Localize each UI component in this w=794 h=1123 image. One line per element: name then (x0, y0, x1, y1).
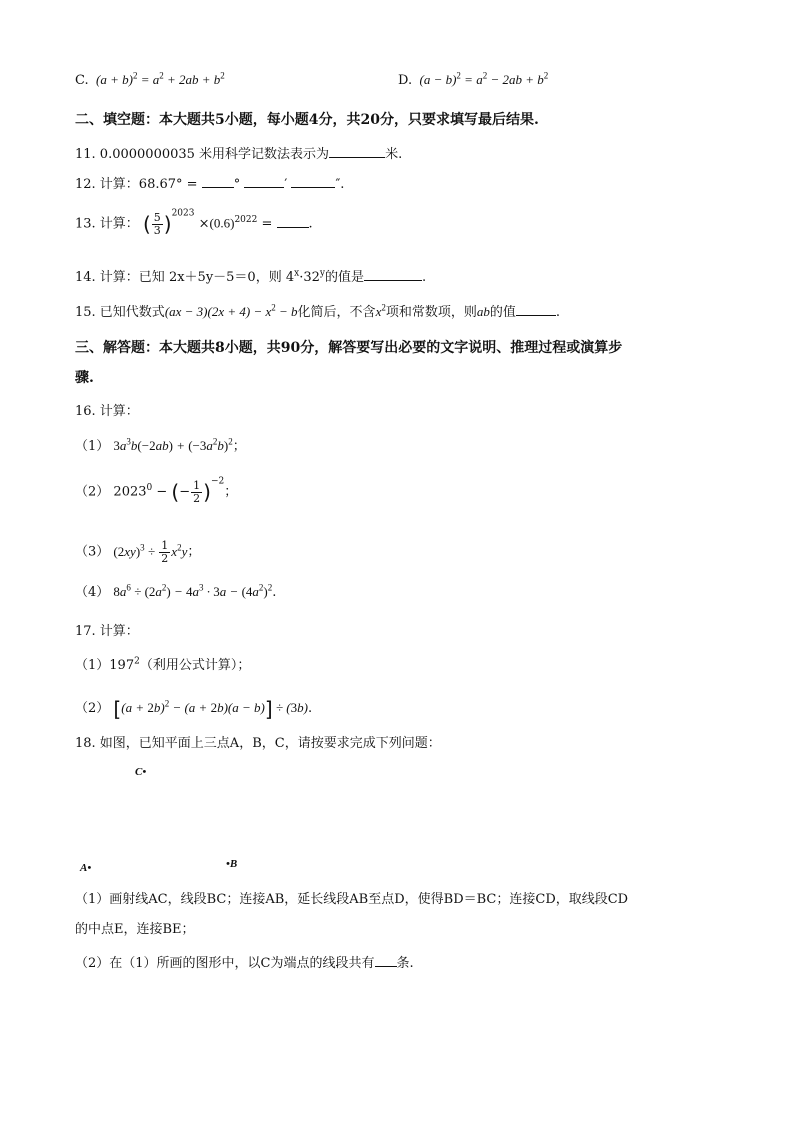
q11-suffix: 米. (385, 147, 403, 162)
q15-x-squared: $x^2$ (375, 302, 386, 319)
question-14 (75, 268, 426, 286)
period: . (308, 216, 313, 232)
exponent-x: x (294, 268, 300, 279)
number-197: 197 (109, 658, 135, 673)
q16-part1-label: （1） (75, 439, 110, 454)
q14-mid: ·32 (299, 270, 320, 285)
times-sign: × (198, 216, 210, 232)
option-c-label: C. (75, 73, 89, 88)
q16-part1-formula: $3a^3b(-2ab) + (-3a^2b)^2$ (113, 436, 233, 453)
q17-part2-label: （2） (75, 700, 110, 716)
period: . (421, 270, 427, 285)
minus-sign: − (156, 484, 172, 500)
option-d-formula: $(a - b)^2 = a^2 - 2ab + b^2$ (416, 70, 549, 87)
q15-suffix: 的值 (489, 305, 516, 320)
decimal-term: (0.6) (209, 215, 235, 231)
question-11 (75, 145, 402, 163)
q15-prefix: 15. 已知代数式 (75, 305, 165, 320)
q12-prefix: 12. 计算：68.67° = (75, 177, 198, 192)
paren-close: ) (163, 212, 172, 237)
section2-heading: 二、填空题：本大题共5小题，每小题4分，共20分，只要求填写最后结果. (75, 112, 539, 128)
semicolon: ； (232, 439, 246, 454)
semicolon: ； (224, 484, 238, 500)
fraction-1-2: $\frac{1}{2}$ (193, 479, 201, 505)
q15-expression: $(ax - 3)(2x + 4) - x^2 - b$ (164, 302, 298, 319)
q11-text: 11. 0.0000000035 米用科学记数法表示为 (75, 147, 330, 162)
q16-part3-term: $x^2y$ (171, 542, 188, 559)
exponent-2023: 2023 (171, 208, 195, 219)
option-d-label: D. (398, 73, 413, 88)
section3-heading-line2: 骤. (75, 370, 94, 386)
point-c: C• (135, 766, 147, 778)
paren-open: ( (171, 480, 180, 505)
point-a: A• (80, 862, 92, 874)
semicolon: ； (187, 544, 201, 560)
q17-part1-label: （1） (75, 658, 110, 673)
answer-blank[interactable] (329, 145, 385, 158)
answer-blank-degrees[interactable] (202, 175, 234, 188)
exponent-2022: 2022 (234, 215, 258, 226)
q18-task1-line2: 的中点E，连接BE； (75, 922, 195, 937)
question-13 (75, 208, 313, 237)
q16-part1 (75, 438, 246, 455)
paren-close: ) (203, 480, 211, 505)
q17-part2-formula: $[(a + 2b)^2 - (a + 2b)(a - b)] \div (3b)$ (113, 697, 308, 721)
question-15 (75, 303, 560, 321)
answer-blank-minutes[interactable] (244, 175, 284, 188)
period: . (307, 700, 313, 716)
exponent-neg2: −2 (210, 476, 225, 487)
option-c-formula: $(a + b)^2 = a^2 + 2ab + b^2$ (92, 70, 225, 87)
period: . (272, 585, 277, 600)
q18-task1-line1: （1）画射线AC，线段BC；连接AB，延长线段AB至点D，使得BD＝BC；连接CD，取线段CD (75, 892, 629, 907)
question-18-title: 18. 如图，已知平面上三点A，B，C，请按要求完成下列问题： (75, 736, 441, 751)
exponent-2: 2 (134, 656, 140, 667)
answer-blank[interactable] (375, 954, 397, 967)
option-c (75, 72, 225, 89)
second-symbol: ″. (335, 177, 345, 192)
option-d (398, 72, 548, 89)
question-12 (75, 175, 344, 193)
q16-part4 (75, 584, 276, 601)
paren-open: ( (142, 212, 151, 237)
q16-part2-label: （2） (75, 484, 110, 500)
exponent-0: 0 (146, 483, 153, 494)
q16-part3 (75, 540, 200, 564)
q15-ab: ab (476, 304, 490, 319)
period: . (555, 305, 561, 320)
q18-task2-suffix: 条. (396, 956, 414, 971)
q17-part1 (75, 658, 250, 674)
section3-heading-line1: 三、解答题：本大题共8小题，共90分，解答要写出必要的文字说明、推理过程或演算步 (75, 340, 623, 356)
exponent-y: y (319, 268, 325, 279)
answer-blank-seconds[interactable] (291, 175, 335, 188)
year-2023: 2023 (113, 484, 147, 500)
question-17-title: 17. 计算： (75, 624, 139, 639)
q16-part4-formula: $8a^6 \div (2a^2) - 4a^3 \cdot 3a - (4a^2)^2$ (113, 582, 273, 599)
minute-symbol: ′ (284, 177, 288, 192)
question-16-title: 16. 计算： (75, 404, 139, 419)
negative-sign: − (179, 484, 191, 500)
q18-task2 (75, 954, 414, 972)
q17-part2 (75, 697, 312, 721)
q16-part4-label: （4） (75, 585, 110, 600)
answer-blank[interactable] (277, 215, 309, 228)
degree-symbol: ° (233, 177, 241, 192)
answer-blank[interactable] (364, 268, 422, 281)
answer-blank[interactable] (516, 303, 556, 316)
q17-part1-note: （利用公式计算）； (139, 658, 251, 673)
q18-task2-prefix: （2）在（1）所画的图形中，以C为端点的线段共有 (75, 956, 375, 971)
q14-suffix: 的值是 (324, 270, 364, 285)
equals-sign: = (261, 216, 277, 232)
q14-prefix: 14. 计算：已知 2x＋5y－5＝0，则 4 (75, 270, 295, 285)
q13-prefix: 13. 计算： (75, 216, 139, 232)
fraction-5-3: $\frac{5}{3}$ (153, 211, 161, 237)
q15-mid: 化简后，不含 (297, 305, 376, 320)
point-b: •B (226, 858, 238, 870)
q16-part3-base: $(2xy)^3$ ÷ (113, 542, 159, 559)
fraction-1-2: $\frac{1}{2}$ (161, 539, 169, 565)
q16-part3-label: （3） (75, 544, 110, 560)
q16-part2 (75, 476, 238, 505)
q15-mid2: 项和常数项，则 (385, 305, 477, 320)
